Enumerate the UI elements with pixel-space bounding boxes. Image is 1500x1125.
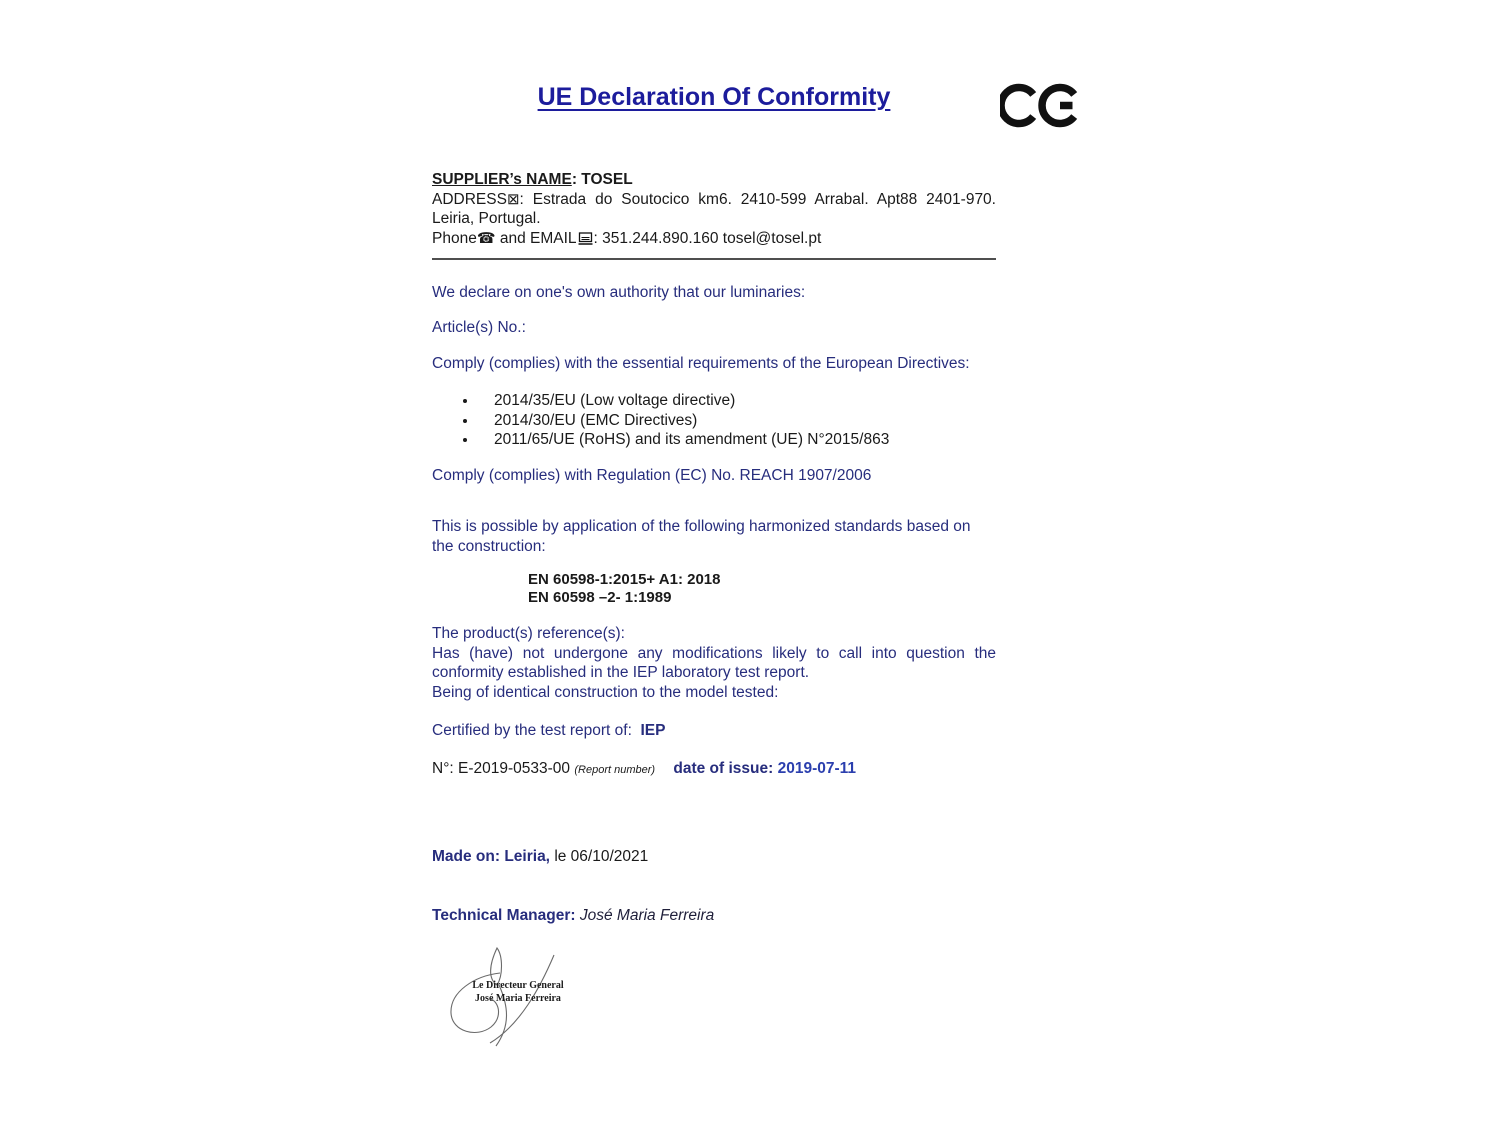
technical-manager-line (432, 906, 996, 926)
standard-item: EN 60598 –2- 1:1989 (528, 588, 672, 606)
directives-list (432, 391, 996, 450)
issue-date-value: 2019-07-11 (777, 760, 857, 777)
identical-construction-line: Being of identical construction to the model tested: (432, 683, 779, 701)
report-line (432, 759, 996, 781)
ce-mark-icon (1000, 80, 1078, 132)
manager-label: Technical Manager: (432, 907, 576, 924)
email-label: and EMAIL (495, 229, 577, 247)
directive-item: • 2011/65/UE (RoHS) and its amendment (UE) N°2015/863 (478, 430, 996, 450)
telephone-icon: ☎ (476, 229, 496, 247)
issue-date-label: date of issue: (673, 760, 774, 777)
article-number-line: Article(s) No.: (432, 319, 526, 336)
standard-item: EN 60598-1:2015+ A1: 2018 (528, 571, 721, 588)
supplier-name-line (432, 170, 996, 190)
supplier-block (432, 170, 996, 248)
report-number-note: (Report number) (574, 764, 656, 776)
signature-line2: José Maria Ferreira (475, 993, 561, 1004)
made-on-label: Made on: Leiria, (432, 848, 550, 865)
phone-label: Phone (432, 229, 477, 247)
made-on-date: le 06/10/2021 (554, 848, 649, 865)
signature-text (466, 979, 570, 1005)
certified-label: Certified by the test report of: (432, 722, 632, 739)
envelope-icon: ⊠ (506, 190, 520, 208)
no-modifications-line: Has (have) not undergone any modifications likely to call into question the conformity established in the IEP laboratory test report. (432, 644, 996, 681)
product-reference-block (432, 624, 996, 702)
declaration-intro: We declare on one's own authority that our luminaries: (432, 284, 806, 301)
supplier-address-line (432, 190, 996, 229)
harmonized-intro: This is possible by application of the following harmonized standards based on the construction: (432, 518, 971, 555)
supplier-contact-line (432, 229, 996, 249)
comply-directives-line: Comply (complies) with the essential requirements of the European Directives: (432, 355, 970, 372)
computer-icon (578, 232, 593, 245)
certified-lab: IEP (640, 722, 666, 739)
directive-item: • 2014/35/EU (Low voltage directive) (478, 391, 996, 411)
report-number: N°: E-2019-0533-00 (432, 760, 571, 777)
product-ref-line: The product(s) reference(s): (432, 625, 625, 642)
comply-reach-line: Comply (complies) with Regulation (EC) No. REACH 1907/2006 (432, 467, 872, 484)
address-value: : Estrada do Soutocico km6. 2410-599 Arrabal. Apt88 2401-970. Leiria, Portugal. (432, 190, 996, 227)
supplier-name-value: : TOSEL (571, 171, 633, 188)
page-title: UE Declaration Of Conformity (537, 83, 891, 111)
directive-item: • 2014/30/EU (EMC Directives) (478, 411, 996, 431)
title-block (432, 83, 996, 111)
signature-block (438, 943, 578, 1055)
supplier-name-label: SUPPLIER’s NAME (432, 171, 572, 188)
standards-list (432, 571, 996, 606)
signature-line1: Le Directeur General (472, 980, 564, 991)
divider (432, 258, 996, 260)
address-label: ADDRESS (432, 190, 507, 208)
contact-value: : 351.244.890.160 tosel@tosel.pt (593, 229, 822, 247)
certified-line (432, 721, 996, 741)
made-on-line (432, 847, 996, 867)
manager-name: José Maria Ferreira (579, 907, 715, 924)
